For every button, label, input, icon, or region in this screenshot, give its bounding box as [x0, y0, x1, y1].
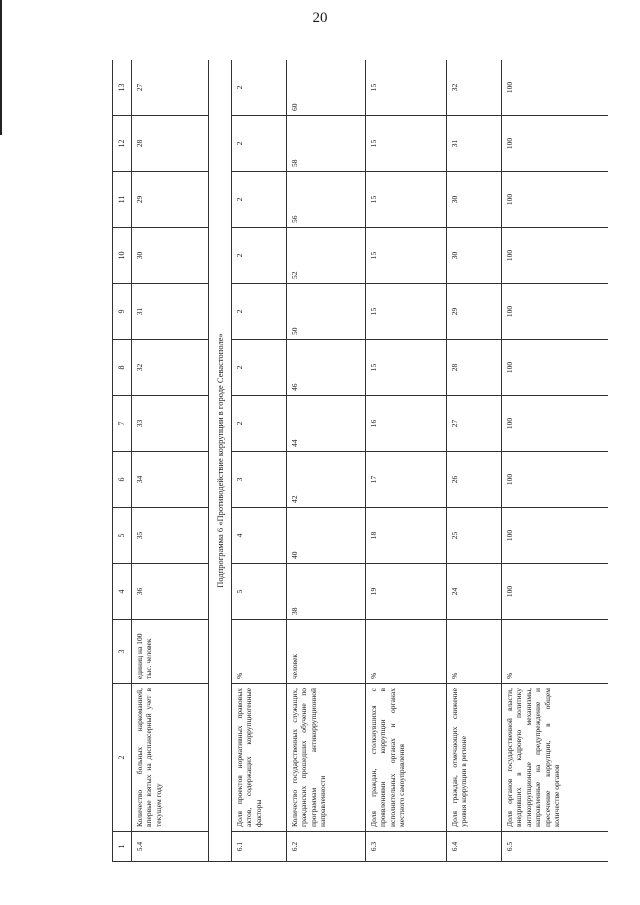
- column-number: 1: [113, 832, 132, 862]
- table-row: [287, 60, 366, 862]
- column-number: 12: [113, 116, 132, 172]
- value-cell: 31: [132, 284, 209, 340]
- value-cell: 27: [132, 60, 209, 116]
- column-number: 3: [113, 620, 132, 684]
- value-cell: 15: [366, 284, 447, 340]
- value-cell: 100: [502, 396, 609, 452]
- indicator-name: Количество государственных служащих, гражданских прошедших обучение по программам антикоррупционной направленности: [287, 684, 366, 832]
- row-number: 6.3: [366, 832, 447, 862]
- value-cell: 26: [447, 452, 502, 508]
- row-number: 6.4: [447, 832, 502, 862]
- unit-cell: %: [502, 620, 609, 684]
- column-number-row: [113, 60, 132, 862]
- indicator-name: Доля проектов нормативных правовых актов, содержащих коррупциогенные факторы: [232, 684, 287, 832]
- unit-cell: единиц на 100 тыс. человек: [132, 620, 209, 684]
- value-cell: 30: [447, 172, 502, 228]
- column-number: 4: [113, 564, 132, 620]
- value-cell: 15: [366, 340, 447, 396]
- value-cell: 100: [502, 284, 609, 340]
- indicator-name: Доля граждан, отмечающих снижение уровня коррупции в регионе: [447, 684, 502, 832]
- value-cell: 33: [132, 396, 209, 452]
- value-cell: 18: [366, 508, 447, 564]
- value-cell: 100: [502, 508, 609, 564]
- value-cell: 2: [232, 60, 287, 116]
- value-cell: 3: [232, 452, 287, 508]
- value-cell: 56: [287, 172, 366, 228]
- column-number: 5: [113, 508, 132, 564]
- value-cell: 15: [366, 228, 447, 284]
- column-number: 11: [113, 172, 132, 228]
- row-number: 6.2: [287, 832, 366, 862]
- value-cell: 34: [132, 452, 209, 508]
- subprogram-row: [209, 60, 232, 862]
- value-cell: 100: [502, 60, 609, 116]
- value-cell: 100: [502, 228, 609, 284]
- value-cell: 15: [366, 60, 447, 116]
- value-cell: 29: [132, 172, 209, 228]
- value-cell: 24: [447, 564, 502, 620]
- value-cell: 46: [287, 340, 366, 396]
- value-cell: 100: [502, 564, 609, 620]
- value-cell: 52: [287, 228, 366, 284]
- value-cell: 28: [447, 340, 502, 396]
- row-number: 6.5: [502, 832, 609, 862]
- value-cell: 32: [132, 340, 209, 396]
- value-cell: 2: [232, 172, 287, 228]
- value-cell: 16: [366, 396, 447, 452]
- table-row: [132, 60, 209, 862]
- value-cell: 17: [366, 452, 447, 508]
- rotated-table: [112, 60, 608, 862]
- value-cell: 44: [287, 396, 366, 452]
- indicator-name: Доля граждан, столкнувшихся с проявлениями коррупции в исполнительных органах и органах местного самоуправления: [366, 684, 447, 832]
- indicator-name: Доля органов государственной власти, внедривших в кадровую политику антикоррупционные механизмы, направленные на предупреждение и пресечение коррупции, в общем количестве органов: [502, 684, 609, 832]
- page-number: 20: [312, 10, 328, 26]
- value-cell: 35: [132, 508, 209, 564]
- row-number: 6.1: [232, 832, 287, 862]
- value-cell: 30: [132, 228, 209, 284]
- value-cell: 27: [447, 396, 502, 452]
- value-cell: 100: [502, 452, 609, 508]
- value-cell: 58: [287, 116, 366, 172]
- indicator-table: [112, 60, 608, 862]
- value-cell: 29: [447, 284, 502, 340]
- value-cell: 19: [366, 564, 447, 620]
- indicator-name: Количество больных наркоманией, впервые взятых на диспансерный учет в текущем году: [132, 684, 209, 832]
- column-number: 2: [113, 684, 132, 832]
- column-number: 10: [113, 228, 132, 284]
- column-number: 7: [113, 396, 132, 452]
- column-number: 9: [113, 284, 132, 340]
- unit-cell: %: [447, 620, 502, 684]
- unit-cell: %: [366, 620, 447, 684]
- subprogram-title: Подпрограмма 6 «Противодействие коррупции в городе Севастополе»: [209, 60, 232, 862]
- value-cell: 32: [447, 60, 502, 116]
- value-cell: 5: [232, 564, 287, 620]
- table-row: [447, 60, 502, 862]
- value-cell: 30: [447, 228, 502, 284]
- table-row: [366, 60, 447, 862]
- table-row: [232, 60, 287, 862]
- value-cell: 40: [287, 508, 366, 564]
- value-cell: 25: [447, 508, 502, 564]
- value-cell: 38: [287, 564, 366, 620]
- value-cell: 28: [132, 116, 209, 172]
- value-cell: 15: [366, 116, 447, 172]
- value-cell: 2: [232, 228, 287, 284]
- value-cell: 36: [132, 564, 209, 620]
- column-number: 13: [113, 60, 132, 116]
- value-cell: 2: [232, 116, 287, 172]
- value-cell: 2: [232, 284, 287, 340]
- value-cell: 42: [287, 452, 366, 508]
- column-number: 6: [113, 452, 132, 508]
- unit-cell: %: [232, 620, 287, 684]
- table-row: [502, 60, 609, 862]
- value-cell: 100: [502, 172, 609, 228]
- value-cell: 100: [502, 116, 609, 172]
- value-cell: 60: [287, 60, 366, 116]
- value-cell: 50: [287, 284, 366, 340]
- column-number: 8: [113, 340, 132, 396]
- value-cell: 100: [502, 340, 609, 396]
- unit-cell: человек: [287, 620, 366, 684]
- value-cell: 15: [366, 172, 447, 228]
- indicator-table-frame: [112, 60, 608, 862]
- value-cell: 31: [447, 116, 502, 172]
- value-cell: 4: [232, 508, 287, 564]
- value-cell: 2: [232, 340, 287, 396]
- row-number: 5.4: [132, 832, 209, 862]
- value-cell: 2: [232, 396, 287, 452]
